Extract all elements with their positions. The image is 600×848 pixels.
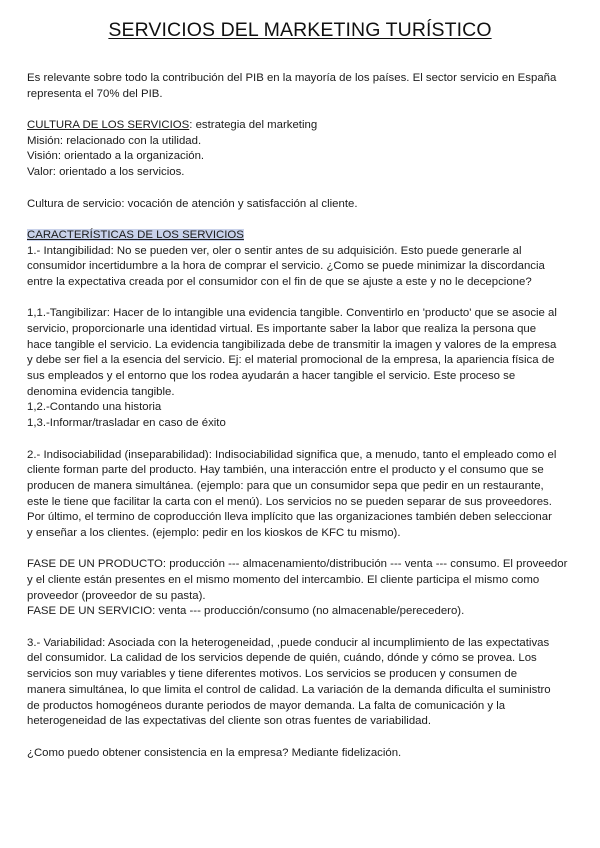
caracteristicas-heading-line <box>27 228 579 244</box>
text-line: de productos homogéneos durante periodos de mayor demanda. La falta de comunicación y la <box>27 699 506 712</box>
conclusion-line: ¿Como puedo obtener consistencia en la empresa? Mediante fidelización. <box>27 746 402 759</box>
text-line: hace tangible el servicio. La evidencia tangibilizada debe de transmitir la imagen y valores de la empresa <box>27 338 557 351</box>
vision-line: Visión: orientado a la organización. <box>27 150 205 163</box>
text-line: este le tiene que facilitar la carta con el menú). Los servicios no se pueden separar de sus proveedores. <box>27 495 552 508</box>
text-line: producen de manera simultánea. (ejemplo: para que un consumidor sepa que pedir en un restaurante, <box>27 479 544 492</box>
indisociabilidad-paragraph <box>27 448 579 542</box>
text-line: Es relevante sobre todo la contribución del PIB en la mayoría de los países. El sector servicio en España <box>27 72 557 84</box>
page-title: SERVICIOS DEL MARKETING TURÍSTICO <box>108 19 492 41</box>
text-line: entre la expectativa creada por el consumidor con el fin de que se ajuste a este y no le decepcione? <box>27 275 532 288</box>
text-line: 2.- Indisociabilidad (inseparabilidad): Indisociabilidad significa que, a menudo, tanto el empleado como el <box>27 448 557 461</box>
text-line: y el cliente están presentes en el mismo momento del intercambio. El cliente participa el mismo como <box>27 574 540 586</box>
caracteristicas-section <box>27 228 579 730</box>
text-line: FASE DE UN PRODUCTO: producción --- almacenamiento/distribución --- venta --- consumo. El proveedor <box>27 558 568 571</box>
text-line: proveedor (proveedor de su pasta). <box>27 589 206 602</box>
text-line: 1.- Intangibilidad: No se pueden ver, oler o sentir antes de su adquisición. Esto puede generarle al <box>27 244 522 257</box>
cultura-heading-rest: : estrategia del marketing <box>189 119 318 132</box>
text-line: servicios son muy variables y tiene diferentes motivos. Los servicios se producen y consumen de <box>27 668 518 681</box>
text-line: denomina evidencia tangible. <box>27 385 175 398</box>
caracteristicas-heading: CARACTERÍSTICAS DE LOS SERVICIOS <box>27 228 244 241</box>
cultura-heading: CULTURA DE LOS SERVICIOS <box>27 119 190 132</box>
text-line: y debe ser fiel a la esencia del servicio. Ej: el material promocional de la empresa, la apariencia física de <box>27 354 555 367</box>
cultura-heading-line <box>27 118 579 134</box>
intangibilidad-paragraph <box>27 244 579 291</box>
cultura-section <box>27 118 579 181</box>
intro-paragraph <box>27 71 579 102</box>
text-line: cliente forman parte del producto. Hay también, una interacción entre el producto y el consumo que se <box>27 464 544 477</box>
text-line: heterogeneidad de las expectativas del cliente son otras fuentes de variabilidad. <box>27 715 432 728</box>
text-line: Por último, el termino de coproducción lleva implícito que las organizaciones también deben seleccionar <box>27 511 552 524</box>
cultura-servicio-line: Cultura de servicio: vocación de atención y satisfacción al cliente. <box>27 197 358 210</box>
text-line: y enseñar a los clientes. (ejemplo: pedir en los kioskos de KFC tu mismo). <box>27 526 401 539</box>
text-line: 1,3.-Informar/trasladar en caso de éxito <box>27 417 226 430</box>
document-body <box>27 71 579 761</box>
valor-line: Valor: orientado a los servicios. <box>27 166 185 179</box>
text-line: consumidor incertidumbre a la hora de comprar el servicio. ¿Como se puede minimizar la discordancia <box>27 260 545 273</box>
text-line: 1,1.-Tangibilizar: Hacer de lo intangible una evidencia tangible. Conventirlo en 'producto' que se asocie al <box>27 307 557 320</box>
text-line: sus empleados y el entorno que los rodea ayudarán a hacer tangible el servicio. Este proceso se <box>27 370 516 383</box>
tangibilizar-paragraph <box>27 306 579 432</box>
text-line: representa el 70% del PIB. <box>27 87 163 100</box>
text-line: del consumidor. La calidad de los servicios depende de quién, cuándo, dónde y cómo se provea. Los <box>27 652 537 665</box>
text-line: servicio, proporcionarle una identidad virtual. Es importante saber la labor que realiza la persona que <box>27 323 537 335</box>
variabilidad-paragraph <box>27 636 579 730</box>
text-line: 3.- Variabilidad: Asociada con la heterogeneidad, ,puede conducir al incumplimiento de las expectativas <box>27 636 550 649</box>
text-line: manera simultánea, lo que limita el control de calidad. La variación de la demanda dificulta el suministro <box>27 683 551 696</box>
mision-line: Misión: relacionado con la utilidad. <box>27 134 202 147</box>
text-line: 1,2.-Contando una historia <box>27 401 162 414</box>
fases-paragraph <box>27 557 579 620</box>
text-line: FASE DE UN SERVICIO: venta --- producción/consumo (no almacenable/perecedero). <box>27 605 465 618</box>
